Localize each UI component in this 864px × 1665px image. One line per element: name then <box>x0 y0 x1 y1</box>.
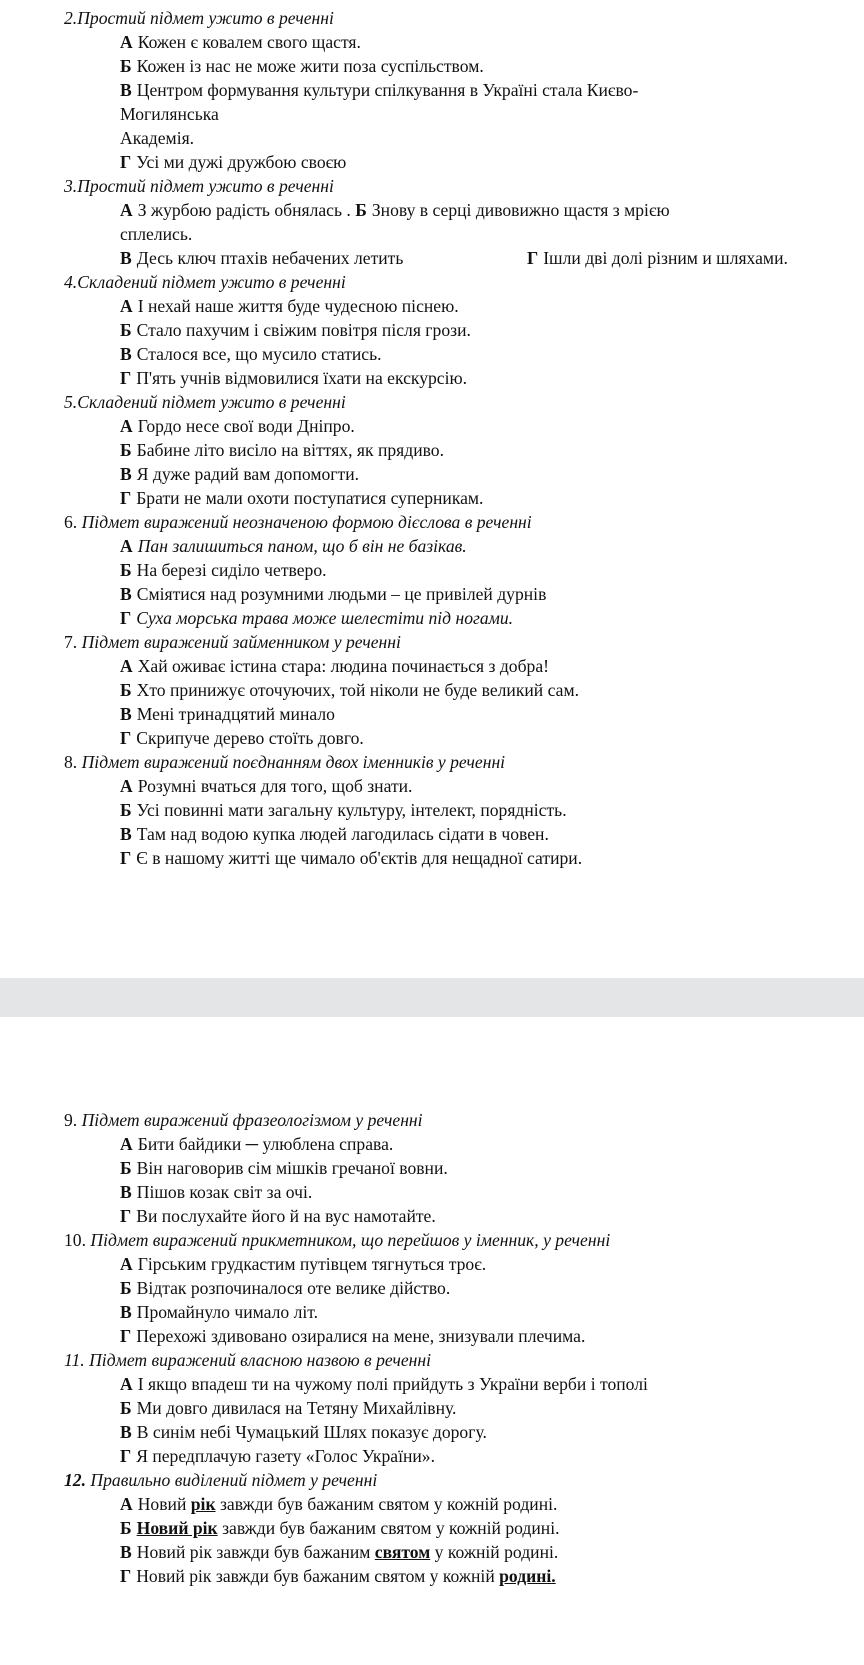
option-text: Пан залишиться паном, що б він не базікав. <box>137 536 467 556</box>
option-letter: Г <box>120 848 132 868</box>
option-text: Ми довго дивилася на Тетяну Михайлівну. <box>136 1398 457 1418</box>
question-title <box>0 1468 864 1492</box>
answer-option-row <box>0 246 864 270</box>
option-letter: Г <box>120 368 132 388</box>
option-text: Хай оживає істина стара: людина починається з добра! <box>137 656 549 676</box>
question-number: 5. <box>64 392 78 412</box>
option-text: Я передплачую газету «Голос України». <box>136 1446 435 1466</box>
option-text-pre: Новий рік завжди був бажаним <box>136 1542 375 1562</box>
option-text: Промайнуло чимало літ. <box>136 1302 319 1322</box>
answer-option <box>0 1372 864 1396</box>
question-text: Підмет виражений поєднанням двох іменників у реченні <box>81 752 506 772</box>
answer-option <box>0 438 864 462</box>
question-text: Складений підмет ужито в реченні <box>77 272 346 292</box>
answer-option <box>0 462 864 486</box>
question-number: 10. <box>64 1230 91 1250</box>
option-text: Розумні вчаться для того, щоб знати. <box>137 776 413 796</box>
option-letter: Г <box>120 1566 132 1586</box>
option-letter: Б <box>120 1518 132 1538</box>
option-text-pre: Новий <box>137 1494 191 1514</box>
question-text: Підмет виражений власною назвою в реченні <box>89 1350 431 1370</box>
answer-option <box>0 414 864 438</box>
question-title <box>0 270 864 294</box>
option-letter: А <box>120 416 133 436</box>
option-text: Десь ключ птахів небачених летить <box>136 248 404 268</box>
option-text-pre: Новий рік завжди був бажаним святом у кожній <box>136 1566 500 1586</box>
option-letter: В <box>120 1302 132 1322</box>
question-text: Складений підмет ужито в реченні <box>77 392 346 412</box>
option-text: Є в нашому житті ще чимало об'єктів для нещадної сатири. <box>136 848 583 868</box>
option-letter: Б <box>120 1398 132 1418</box>
option-letter: Г <box>120 1206 132 1226</box>
option-letter: Б <box>120 800 132 820</box>
answer-option <box>0 1204 864 1228</box>
question-text: Підмет виражений займенником у реченні <box>81 632 401 652</box>
answer-option <box>0 318 864 342</box>
option-letter: А <box>120 776 133 796</box>
option-letter: А <box>120 656 133 676</box>
answer-option <box>0 1564 864 1588</box>
option-text: Сміятися над розумними людьми – це привілей дурнів <box>136 584 547 604</box>
option-text: Бабине літо висіло на віттях, як прядиво. <box>136 440 444 460</box>
option-text: Усі ми дужі дружбою своєю <box>136 152 347 172</box>
answer-option <box>0 1276 864 1300</box>
question-text: Підмет виражений фразеологізмом у реченні <box>81 1110 423 1130</box>
option-letter: В <box>120 1182 132 1202</box>
question-number: 4. <box>64 272 78 292</box>
answer-option <box>0 1540 864 1564</box>
option-continuation: сплелись. <box>120 224 193 244</box>
option-text: І нехай наше життя буде чудесною піснею. <box>137 296 459 316</box>
answer-option <box>0 1492 864 1516</box>
question-number: 7. <box>64 632 82 652</box>
option-text: Хто принижує оточуючих, той ніколи не буде великий сам. <box>136 680 579 700</box>
option-letter: Б <box>120 320 132 340</box>
option-text: Гірським грудкастим путівцем тягнуться троє. <box>137 1254 487 1274</box>
answer-option <box>0 294 864 318</box>
question-number: 6. <box>64 512 82 532</box>
option-text-post: завжди був бажаним святом у кожній родині. <box>217 1518 560 1538</box>
question-number: 12. <box>64 1470 91 1490</box>
answer-option <box>0 150 864 174</box>
answer-option <box>0 1324 864 1348</box>
option-text: Мені тринадцятий минало <box>136 704 335 724</box>
answer-option-row <box>0 198 864 222</box>
option-text: Знову в серці дивовижно щастя з мрією <box>371 200 670 220</box>
option-text: Центром формування культури спілкування в Україні стала Києво- <box>136 80 639 100</box>
option-text: Пішов козак світ за очі. <box>136 1182 313 1202</box>
answer-option <box>0 1300 864 1324</box>
option-text: Він наговорив сім мішків гречаної вовни. <box>136 1158 448 1178</box>
option-letter: Г <box>120 608 132 628</box>
answer-option <box>0 774 864 798</box>
option-letter: В <box>120 80 132 100</box>
answer-option <box>0 702 864 726</box>
option-v <box>120 248 403 268</box>
option-text: В синім небі Чумацький Шлях показує дорогу. <box>136 1422 487 1442</box>
answer-option <box>0 126 864 150</box>
question-number: 2. <box>64 8 78 28</box>
option-g <box>527 246 788 270</box>
answer-option <box>0 1132 864 1156</box>
option-letter: В <box>120 464 132 484</box>
option-letter: Г <box>527 248 539 268</box>
highlighted-subject: Новий рік <box>136 1518 218 1538</box>
question-text: Підмет виражений прикметником, що перейшов у іменник, у реченні <box>90 1230 611 1250</box>
question-title <box>0 1348 864 1372</box>
option-letter: А <box>120 200 133 220</box>
answer-option <box>0 534 864 558</box>
answer-option <box>0 30 864 54</box>
option-letter: Б <box>120 440 132 460</box>
option-text: Ви послухайте його й на вус намотайте. <box>136 1206 436 1226</box>
option-text: Стало пахучим і свіжим повітря після грози. <box>136 320 471 340</box>
answer-option <box>0 1396 864 1420</box>
option-letter: В <box>120 584 132 604</box>
question-number: 8. <box>64 752 82 772</box>
highlighted-subject: святом <box>374 1542 431 1562</box>
option-text: Там над водою купка людей лагодилась сідати в човен. <box>136 824 549 844</box>
option-letter: В <box>120 1422 132 1442</box>
page-1-content <box>0 6 864 870</box>
question-title <box>0 510 864 534</box>
question-number: 11. <box>64 1350 90 1370</box>
option-text: Я дуже радий вам допомогти. <box>136 464 360 484</box>
option-text: Скрипуче дерево стоїть довго. <box>136 728 364 748</box>
answer-option <box>0 102 864 126</box>
option-text: Кожен із нас не може жити поза суспільством. <box>136 56 484 76</box>
answer-option <box>0 486 864 510</box>
option-letter: Г <box>120 488 132 508</box>
page-gap <box>0 978 864 1017</box>
option-letter: В <box>120 704 132 724</box>
answer-option <box>0 846 864 870</box>
option-text: Бити байдики ─ улюблена справа. <box>137 1134 394 1154</box>
question-number: 9. <box>64 1110 82 1130</box>
answer-option <box>0 822 864 846</box>
option-text: Брати не мали охоти поступатися суперникам. <box>136 488 484 508</box>
option-letter: В <box>120 1542 132 1562</box>
answer-option <box>0 654 864 678</box>
option-text: Відтак розпочиналося оте велике дійство. <box>136 1278 451 1298</box>
answer-option <box>0 1444 864 1468</box>
option-text-post: завжди був бажаним святом у кожній родині. <box>215 1494 558 1514</box>
answer-option <box>0 1420 864 1444</box>
answer-option <box>0 1156 864 1180</box>
answer-option <box>0 342 864 366</box>
question-title <box>0 750 864 774</box>
option-letter: Б <box>120 1158 132 1178</box>
option-text: Ішли дві долі різним и шляхами. <box>543 248 788 268</box>
option-letter: Г <box>120 728 132 748</box>
option-letter: Б <box>120 56 132 76</box>
option-text: Гордо несе свої води Дніпро. <box>137 416 355 436</box>
page-2-content <box>0 1108 864 1588</box>
question-title <box>0 1228 864 1252</box>
option-text: П'ять учнів відмовилися їхати на екскурсію. <box>136 368 468 388</box>
option-text-post: у кожній родині. <box>430 1542 559 1562</box>
option-text: Суха морська трава може шелестіти під ногами. <box>136 608 514 628</box>
option-text: І якщо впадеш ти на чужому полі прийдуть з України верби і тополі <box>137 1374 648 1394</box>
highlighted-subject: родині. <box>499 1566 556 1586</box>
highlighted-subject: рік <box>190 1494 216 1514</box>
option-text: Академія. <box>120 128 195 148</box>
question-number: 3. <box>64 176 78 196</box>
option-letter: А <box>120 1254 133 1274</box>
option-text: Сталося все, що мусило статись. <box>136 344 382 364</box>
option-letter: В <box>120 824 132 844</box>
option-letter: А <box>120 1134 133 1154</box>
question-text: Простий підмет ужито в реченні <box>77 176 334 196</box>
question-text: Правильно виділений підмет у реченні <box>90 1470 378 1490</box>
question-title <box>0 174 864 198</box>
option-letter: Г <box>120 1326 132 1346</box>
question-title <box>0 390 864 414</box>
answer-option <box>0 366 864 390</box>
question-title <box>0 1108 864 1132</box>
option-text: З журбою радість обнялась . <box>137 200 356 220</box>
answer-option <box>0 726 864 750</box>
option-text: Могилянська <box>120 104 219 124</box>
option-letter: Г <box>120 152 132 172</box>
question-text: Підмет виражений неозначеною формою дієслова в реченні <box>81 512 532 532</box>
answer-option <box>0 54 864 78</box>
answer-option <box>0 78 864 102</box>
answer-option <box>0 1180 864 1204</box>
question-title <box>0 630 864 654</box>
option-text: Кожен є ковалем свого щастя. <box>137 32 361 52</box>
option-letter: А <box>120 536 133 556</box>
option-letter: А <box>120 1494 133 1514</box>
answer-option <box>0 1516 864 1540</box>
option-letter: Б <box>355 200 367 220</box>
option-letter: Б <box>120 560 132 580</box>
option-letter: Б <box>120 1278 132 1298</box>
answer-option <box>0 798 864 822</box>
option-text: На березі сиділо четверо. <box>136 560 327 580</box>
answer-option <box>0 558 864 582</box>
option-letter: Б <box>120 680 132 700</box>
option-text: Перехожі здивовано озиралися на мене, знизували плечима. <box>136 1326 586 1346</box>
question-title <box>0 6 864 30</box>
answer-option <box>0 582 864 606</box>
answer-option <box>0 606 864 630</box>
option-text: Усі повинні мати загальну культуру, інтелект, порядність. <box>136 800 567 820</box>
answer-option <box>0 1252 864 1276</box>
option-letter: А <box>120 32 133 52</box>
question-text: Простий підмет ужито в реченні <box>77 8 334 28</box>
option-letter: Г <box>120 1446 132 1466</box>
answer-option <box>0 678 864 702</box>
option-letter: А <box>120 1374 133 1394</box>
option-letter: В <box>120 344 132 364</box>
option-letter: А <box>120 296 133 316</box>
option-letter: В <box>120 248 132 268</box>
